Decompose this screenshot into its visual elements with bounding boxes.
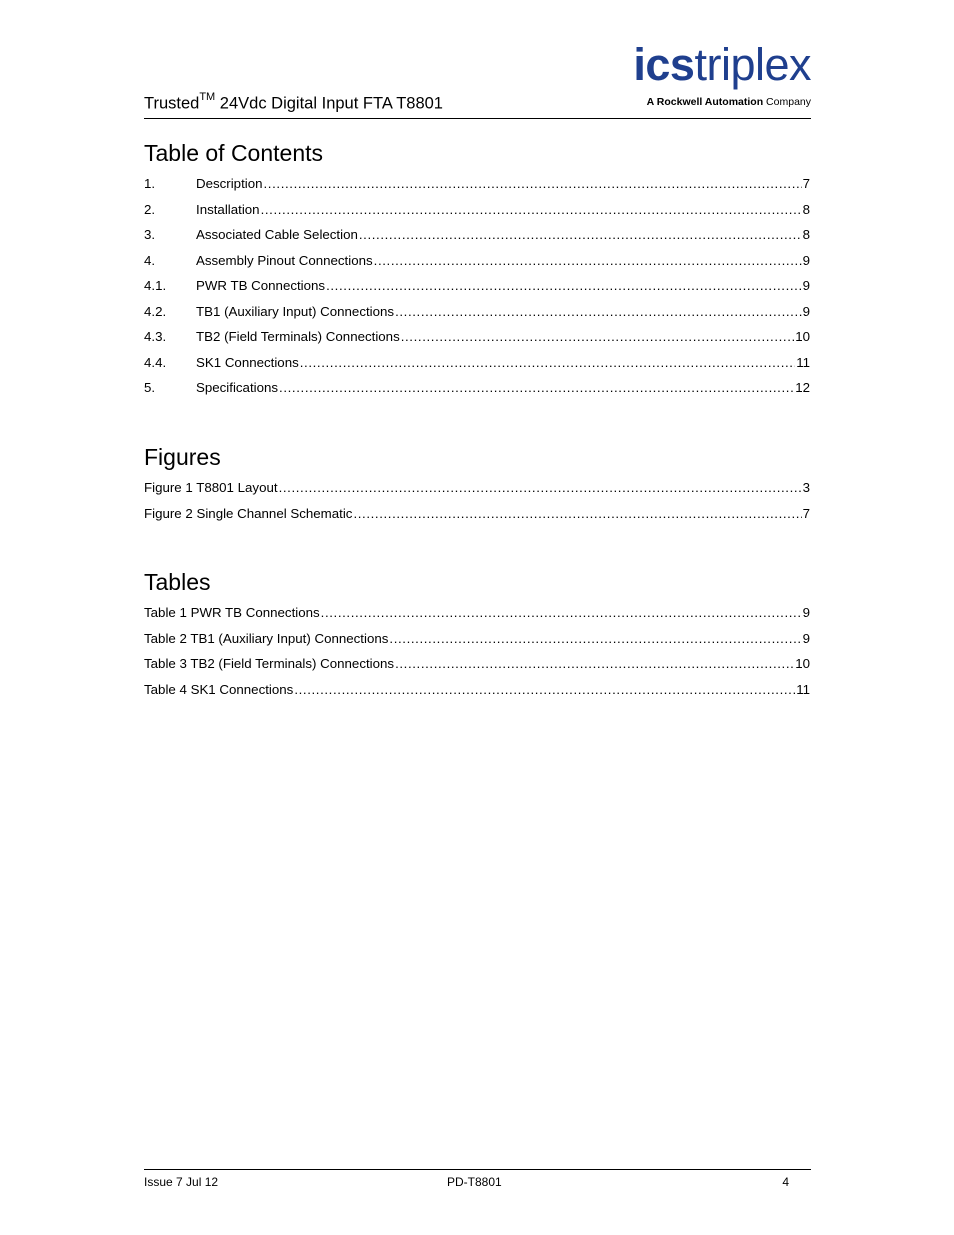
toc-entry-number: 2. — [144, 201, 156, 217]
dot-leader — [395, 304, 802, 320]
toc-entry-title: Installation — [196, 201, 260, 217]
toc-entry-page: 8 — [802, 227, 810, 242]
dot-leader — [279, 380, 794, 396]
tables-entry[interactable] — [144, 656, 810, 682]
toc-entry-number: 3. — [144, 227, 156, 242]
logo-wordmark — [633, 41, 811, 89]
toc-entry-number: 4.1. — [144, 278, 167, 293]
footer-page-number: 4 — [782, 1175, 789, 1189]
tables-entry-page: 9 — [802, 630, 810, 646]
toc-entry-title: Specifications — [196, 380, 279, 395]
dot-leader — [321, 605, 802, 621]
toc-entry-page: 12 — [795, 380, 810, 395]
toc-entry-title: SK1 Connections — [196, 354, 299, 370]
footer-issue: Issue 7 Jul 12 — [144, 1175, 219, 1189]
dot-leader — [264, 176, 802, 192]
toc-entry-number: 4.2. — [144, 303, 167, 319]
logo-tagline-company: Company — [763, 96, 811, 108]
dot-leader — [261, 202, 802, 218]
toc-entry[interactable] — [144, 304, 810, 330]
toc-entry[interactable] — [144, 329, 810, 355]
figures-section — [144, 444, 810, 531]
tables-entry-title: Table 4 SK1 Connections — [144, 681, 294, 697]
toc-entry-title: TB1 (Auxiliary Input) Connections — [196, 303, 395, 319]
toc-entry-title: Associated Cable Selection — [196, 227, 358, 242]
toc-heading: Table of Contents — [144, 140, 324, 166]
tables-entry[interactable] — [144, 631, 810, 657]
figures-list — [144, 480, 810, 531]
dot-leader — [279, 480, 802, 496]
figures-entry-page: 3 — [802, 480, 810, 495]
tables-entry-title: Table 2 TB1 (Auxiliary Input) Connections — [144, 630, 389, 646]
figures-entry[interactable] — [144, 480, 810, 506]
tables-entry-title: Table 3 TB2 (Field Terminals) Connections — [144, 656, 395, 671]
toc-entry-page: 11 — [796, 354, 810, 370]
tables-entry-page: 9 — [802, 605, 810, 620]
company-logo — [597, 41, 811, 111]
dot-leader — [389, 631, 801, 647]
dot-leader — [401, 329, 794, 345]
figures-entry-page: 7 — [802, 505, 810, 521]
tables-section — [144, 569, 810, 707]
logo-ics: ics — [633, 39, 695, 90]
dot-leader — [374, 253, 802, 269]
document-title — [144, 90, 443, 114]
toc-entry[interactable] — [144, 380, 810, 406]
toc-entry[interactable] — [144, 355, 810, 381]
title-rest: 24Vdc Digital Input FTA T8801 — [215, 94, 443, 112]
toc-entry[interactable] — [144, 253, 810, 279]
toc-entry-number: 1. — [144, 176, 156, 191]
toc-entry[interactable] — [144, 278, 810, 304]
toc-entry-title: PWR TB Connections — [196, 278, 326, 293]
toc-entry-title: Description — [196, 176, 263, 191]
tables-entry-title: Table 1 PWR TB Connections — [144, 605, 320, 620]
logo-triplex: triplex — [694, 39, 811, 90]
figures-entry-title: Figure 1 T8801 Layout — [144, 480, 278, 495]
dot-leader — [326, 278, 802, 294]
toc-entry-title: TB2 (Field Terminals) Connections — [196, 329, 400, 344]
toc-entry-page: 8 — [802, 201, 810, 217]
page-footer — [144, 1169, 811, 1192]
tables-entry[interactable] — [144, 605, 810, 631]
figures-heading: Figures — [144, 444, 221, 470]
toc-entry[interactable] — [144, 202, 810, 228]
toc-entry-page: 7 — [802, 176, 810, 191]
toc-entry-number: 4.4. — [144, 354, 167, 370]
dot-leader — [359, 227, 802, 243]
toc-entry-number: 4.3. — [144, 329, 167, 344]
dot-leader — [294, 682, 795, 698]
toc-entry[interactable] — [144, 176, 810, 202]
toc-entry[interactable] — [144, 227, 810, 253]
toc-entry-page: 10 — [795, 329, 810, 344]
tables-entry-page: 11 — [796, 681, 810, 697]
tables-entry[interactable] — [144, 682, 810, 708]
footer-doc-number: PD-T8801 — [447, 1175, 502, 1189]
tables-list — [144, 605, 810, 707]
logo-tagline — [647, 96, 811, 108]
dot-leader — [395, 656, 794, 672]
trademark-sup: TM — [199, 90, 216, 103]
toc-list — [144, 176, 810, 406]
toc-entry-title: Assembly Pinout Connections — [196, 252, 373, 268]
title-prefix: Trusted — [144, 94, 200, 112]
toc-entry-number: 5. — [144, 380, 156, 395]
toc-entry-page: 9 — [802, 303, 810, 319]
logo-tagline-bold: A Rockwell Automation — [646, 96, 764, 108]
tables-entry-page: 10 — [795, 656, 810, 671]
dot-leader — [300, 355, 795, 371]
toc-section — [144, 140, 810, 406]
figures-entry-title: Figure 2 Single Channel Schematic — [144, 505, 353, 521]
toc-entry-number: 4. — [144, 252, 156, 268]
dot-leader — [353, 506, 801, 522]
toc-entry-page: 9 — [802, 252, 810, 268]
page-header — [144, 38, 811, 119]
figures-entry[interactable] — [144, 506, 810, 532]
toc-entry-page: 9 — [802, 278, 810, 293]
tables-heading: Tables — [144, 569, 211, 595]
